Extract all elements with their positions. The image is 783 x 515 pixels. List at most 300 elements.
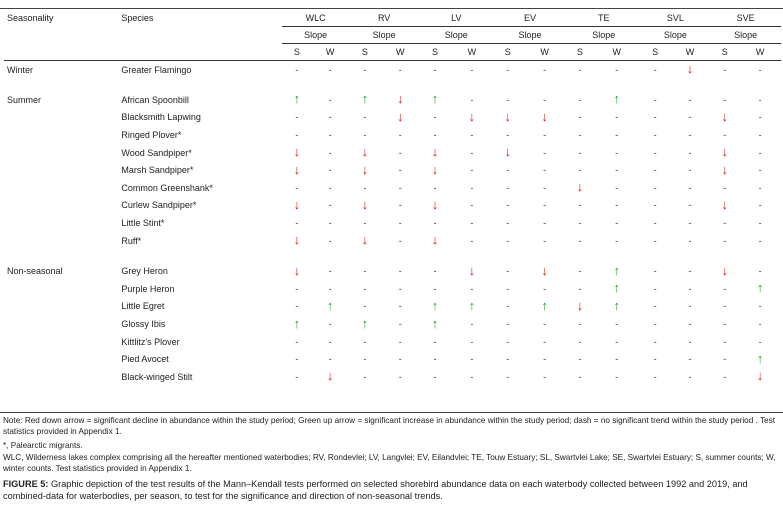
no-trend-dash: - [758, 235, 762, 246]
header-row-waterbody [4, 10, 781, 27]
decrease-arrow-icon: ↓ [756, 368, 764, 384]
increase-arrow-icon: ↑ [326, 297, 334, 313]
no-trend-dash [593, 232, 641, 250]
seasonality-cell [4, 144, 121, 162]
no-trend-dash [710, 91, 739, 109]
no-trend-dash [493, 262, 522, 280]
decrease-arrow-icon: ↓ [686, 61, 694, 77]
increase-arrow-icon [282, 315, 311, 333]
no-trend-dash [311, 197, 348, 215]
no-trend-dash [349, 179, 381, 197]
no-trend-dash [739, 298, 781, 316]
no-trend-dash [593, 333, 641, 351]
no-trend-dash: - [723, 371, 727, 382]
no-trend-dash [593, 197, 641, 215]
decrease-arrow-icon: ↓ [361, 232, 369, 248]
species-cell: Pied Avocet [121, 354, 169, 365]
no-trend-dash: - [615, 165, 619, 176]
no-trend-dash: - [328, 200, 332, 211]
increase-arrow-icon: ↑ [756, 350, 764, 366]
no-trend-dash: - [578, 94, 582, 105]
no-trend-dash [739, 232, 781, 250]
no-trend-dash [710, 333, 739, 351]
no-trend-dash: - [758, 266, 762, 277]
no-trend-dash [593, 214, 641, 232]
no-trend-dash [493, 333, 522, 351]
no-trend-dash [593, 126, 641, 144]
no-trend-dash: - [328, 266, 332, 277]
no-trend-dash [739, 161, 781, 179]
no-trend-dash: - [543, 200, 547, 211]
caption-label: FIGURE 5: [3, 479, 49, 489]
no-trend-dash [381, 368, 419, 386]
decrease-arrow-icon [282, 161, 311, 179]
decrease-arrow-icon [419, 161, 450, 179]
increase-arrow-icon: ↑ [431, 315, 439, 331]
no-trend-dash [311, 109, 348, 127]
decrease-arrow-icon: ↓ [361, 161, 369, 177]
seasonality-cell [4, 214, 121, 232]
winter-header: W [593, 44, 641, 61]
no-trend-dash [593, 368, 641, 386]
no-trend-dash [670, 109, 711, 127]
no-trend-dash: - [615, 130, 619, 141]
no-trend-dash [641, 126, 670, 144]
slope-header: Slope [567, 27, 641, 44]
no-trend-dash: - [758, 165, 762, 176]
no-trend-dash [419, 262, 450, 280]
header-row-slope [4, 27, 781, 44]
no-trend-dash [282, 333, 311, 351]
table-body [4, 61, 781, 386]
seasonality-cell [4, 232, 121, 250]
slope-header: Slope [282, 27, 348, 44]
figure-caption [3, 479, 781, 502]
no-trend-dash [419, 109, 450, 127]
no-trend-dash: - [506, 64, 510, 75]
winter-header: W [739, 44, 781, 61]
no-trend-dash: - [398, 147, 402, 158]
no-trend-dash: - [363, 336, 367, 347]
no-trend-dash: - [578, 319, 582, 330]
no-trend-dash [670, 368, 711, 386]
no-trend-dash [451, 197, 494, 215]
no-trend-dash: - [295, 301, 299, 312]
no-trend-dash: - [615, 200, 619, 211]
no-trend-dash [493, 368, 522, 386]
no-trend-dash [522, 214, 567, 232]
no-trend-dash [522, 350, 567, 368]
no-trend-dash [381, 333, 419, 351]
no-trend-dash: - [723, 130, 727, 141]
no-trend-dash: - [543, 165, 547, 176]
no-trend-dash: - [615, 336, 619, 347]
no-trend-dash [311, 350, 348, 368]
species-cell: African Spoonbill [121, 94, 189, 105]
no-trend-dash [670, 298, 711, 316]
summer-header: S [419, 44, 450, 61]
decrease-arrow-icon [419, 232, 450, 250]
no-trend-dash: - [578, 218, 582, 229]
increase-arrow-icon: ↑ [613, 91, 620, 107]
waterbody-header: EV [524, 13, 537, 23]
decrease-arrow-icon: ↓ [293, 196, 301, 212]
decrease-arrow-icon: ↓ [541, 108, 548, 124]
decrease-arrow-icon [739, 368, 781, 386]
no-trend-dash [593, 109, 641, 127]
no-trend-dash [349, 333, 381, 351]
no-trend-dash [349, 109, 381, 127]
no-trend-dash: - [688, 165, 692, 176]
no-trend-dash [381, 350, 419, 368]
no-trend-dash: - [363, 301, 367, 312]
seasonality-cell [4, 315, 121, 333]
no-trend-dash: - [723, 64, 727, 75]
no-trend-dash [349, 262, 381, 280]
no-trend-dash [593, 61, 641, 79]
no-trend-dash: - [653, 266, 657, 277]
no-trend-dash: - [328, 94, 332, 105]
no-trend-dash [311, 179, 348, 197]
no-trend-dash: - [363, 64, 367, 75]
no-trend-dash [641, 109, 670, 127]
no-trend-dash: - [653, 371, 657, 382]
increase-arrow-icon [419, 315, 450, 333]
no-trend-dash: - [506, 235, 510, 246]
table-row [4, 232, 781, 250]
no-trend-dash [493, 91, 522, 109]
no-trend-dash [493, 350, 522, 368]
summer-header: S [349, 44, 381, 61]
no-trend-dash: - [653, 319, 657, 330]
increase-arrow-icon [419, 298, 450, 316]
no-trend-dash: - [363, 354, 367, 365]
no-trend-dash [311, 315, 348, 333]
increase-arrow-icon [593, 280, 641, 298]
no-trend-dash [641, 179, 670, 197]
bottom-rule [0, 412, 783, 413]
increase-arrow-icon: ↑ [541, 297, 548, 313]
no-trend-dash [739, 214, 781, 232]
species-header: Species [121, 13, 154, 24]
no-trend-dash: - [506, 218, 510, 229]
no-trend-dash [451, 179, 494, 197]
no-trend-dash: - [470, 200, 474, 211]
species-cell: Glossy Ibis [121, 319, 166, 330]
decrease-arrow-icon: ↓ [541, 262, 548, 278]
no-trend-dash [739, 109, 781, 127]
no-trend-dash [641, 214, 670, 232]
no-trend-dash [739, 315, 781, 333]
header-row-sw [4, 44, 781, 61]
no-trend-dash [381, 61, 419, 79]
waterbody-header: SVE [736, 13, 755, 23]
note-palearctic: *, Palearctic migrants. [3, 441, 83, 450]
decrease-arrow-icon: ↓ [431, 196, 439, 212]
no-trend-dash [670, 333, 711, 351]
table-row [4, 61, 781, 79]
no-trend-dash: - [506, 319, 510, 330]
no-trend-dash [282, 368, 311, 386]
no-trend-dash [641, 333, 670, 351]
no-trend-dash [593, 315, 641, 333]
no-trend-dash: - [398, 301, 402, 312]
no-trend-dash [593, 179, 641, 197]
waterbody-header: SVL [666, 13, 684, 23]
decrease-arrow-icon: ↓ [431, 161, 439, 177]
slope-header: Slope [419, 27, 493, 44]
decrease-arrow-icon: ↓ [576, 179, 584, 195]
decrease-arrow-icon: ↓ [576, 297, 584, 313]
no-trend-dash [349, 350, 381, 368]
decrease-arrow-icon [567, 179, 593, 197]
decrease-arrow-icon: ↓ [504, 144, 511, 160]
no-trend-dash [739, 333, 781, 351]
no-trend-dash [522, 232, 567, 250]
no-trend-dash [522, 61, 567, 79]
decrease-arrow-icon [522, 109, 567, 127]
no-trend-dash [381, 214, 419, 232]
no-trend-dash [567, 109, 593, 127]
no-trend-dash: - [653, 336, 657, 347]
slope-header: Slope [349, 27, 420, 44]
no-trend-dash [567, 350, 593, 368]
no-trend-dash: - [758, 336, 762, 347]
no-trend-dash: - [295, 130, 299, 141]
no-trend-dash: - [653, 165, 657, 176]
decrease-arrow-icon [381, 109, 419, 127]
no-trend-dash [282, 350, 311, 368]
no-trend-dash [670, 262, 711, 280]
no-trend-dash [282, 179, 311, 197]
no-trend-dash: - [578, 130, 582, 141]
no-trend-dash: - [363, 371, 367, 382]
no-trend-dash [739, 144, 781, 162]
decrease-arrow-icon [710, 262, 739, 280]
decrease-arrow-icon: ↓ [293, 262, 301, 278]
no-trend-dash [522, 126, 567, 144]
no-trend-dash [710, 315, 739, 333]
no-trend-dash: - [506, 266, 510, 277]
decrease-arrow-icon [282, 232, 311, 250]
no-trend-dash: - [470, 147, 474, 158]
no-trend-dash [311, 126, 348, 144]
no-trend-dash [419, 368, 450, 386]
no-trend-dash: - [688, 301, 692, 312]
no-trend-dash: - [398, 336, 402, 347]
no-trend-dash [451, 280, 494, 298]
no-trend-dash [311, 144, 348, 162]
no-trend-dash: - [398, 200, 402, 211]
no-trend-dash: - [398, 371, 402, 382]
no-trend-dash: - [328, 319, 332, 330]
no-trend-dash [381, 161, 419, 179]
no-trend-dash [381, 179, 419, 197]
no-trend-dash: - [328, 64, 332, 75]
no-trend-dash: - [688, 336, 692, 347]
increase-arrow-icon [282, 91, 311, 109]
summer-header: S [641, 44, 670, 61]
no-trend-dash [522, 197, 567, 215]
no-trend-dash: - [723, 319, 727, 330]
decrease-arrow-icon [311, 368, 348, 386]
no-trend-dash: - [615, 218, 619, 229]
no-trend-dash [493, 61, 522, 79]
no-trend-dash: - [653, 235, 657, 246]
no-trend-dash [567, 197, 593, 215]
no-trend-dash: - [363, 218, 367, 229]
no-trend-dash: - [758, 112, 762, 123]
no-trend-dash: - [295, 218, 299, 229]
decrease-arrow-icon [419, 197, 450, 215]
species-cell: Black-winged Stilt [121, 371, 193, 382]
no-trend-dash [349, 368, 381, 386]
no-trend-dash: - [578, 200, 582, 211]
no-trend-dash [311, 61, 348, 79]
no-trend-dash: - [506, 130, 510, 141]
table-row [4, 315, 781, 333]
decrease-arrow-icon [349, 197, 381, 215]
no-trend-dash [451, 161, 494, 179]
no-trend-dash: - [758, 64, 762, 75]
no-trend-dash [567, 61, 593, 79]
no-trend-dash: - [578, 235, 582, 246]
no-trend-dash [670, 232, 711, 250]
decrease-arrow-icon: ↓ [721, 161, 729, 177]
no-trend-dash [522, 91, 567, 109]
no-trend-dash: - [470, 130, 474, 141]
table-row [4, 126, 781, 144]
increase-arrow-icon: ↑ [613, 280, 620, 296]
increase-arrow-icon [419, 91, 450, 109]
decrease-arrow-icon [282, 262, 311, 280]
no-trend-dash: - [363, 182, 367, 193]
no-trend-dash: - [653, 64, 657, 75]
species-cell: Marsh Sandpiper* [121, 165, 194, 176]
species-cell: Ringed Plover* [121, 130, 182, 141]
no-trend-dash: - [615, 64, 619, 75]
no-trend-dash: - [653, 147, 657, 158]
no-trend-dash: - [653, 200, 657, 211]
no-trend-dash: - [363, 283, 367, 294]
no-trend-dash: - [295, 354, 299, 365]
no-trend-dash: - [758, 218, 762, 229]
no-trend-dash [282, 214, 311, 232]
group-spacer [4, 78, 781, 91]
no-trend-dash [493, 161, 522, 179]
no-trend-dash: - [363, 130, 367, 141]
table-row [4, 214, 781, 232]
increase-arrow-icon [349, 315, 381, 333]
no-trend-dash [451, 144, 494, 162]
waterbody-header: LV [451, 13, 462, 23]
no-trend-dash [419, 350, 450, 368]
winter-header: W [311, 44, 348, 61]
no-trend-dash [670, 315, 711, 333]
seasonality-cell [4, 280, 121, 298]
no-trend-dash: - [470, 218, 474, 229]
no-trend-dash: - [723, 235, 727, 246]
no-trend-dash [739, 126, 781, 144]
winter-header: W [451, 44, 494, 61]
no-trend-dash [710, 280, 739, 298]
no-trend-dash: - [578, 266, 582, 277]
no-trend-dash: - [578, 354, 582, 365]
no-trend-dash [739, 61, 781, 79]
no-trend-dash: - [615, 182, 619, 193]
decrease-arrow-icon [670, 61, 711, 79]
no-trend-dash: - [433, 266, 437, 277]
species-cell: Curlew Sandpiper* [121, 200, 197, 211]
no-trend-dash: - [398, 354, 402, 365]
no-trend-dash: - [328, 165, 332, 176]
no-trend-dash: - [470, 165, 474, 176]
decrease-arrow-icon: ↓ [361, 144, 369, 160]
no-trend-dash: - [543, 147, 547, 158]
no-trend-dash: - [688, 319, 692, 330]
no-trend-dash [670, 350, 711, 368]
no-trend-dash [641, 350, 670, 368]
decrease-arrow-icon [381, 91, 419, 109]
decrease-arrow-icon [419, 144, 450, 162]
no-trend-dash: - [398, 130, 402, 141]
increase-arrow-icon: ↑ [293, 91, 301, 107]
table-row [4, 368, 781, 386]
decrease-arrow-icon [710, 161, 739, 179]
no-trend-dash: - [328, 336, 332, 347]
no-trend-dash [567, 91, 593, 109]
no-trend-dash [282, 61, 311, 79]
decrease-arrow-icon: ↓ [361, 196, 369, 212]
no-trend-dash [641, 91, 670, 109]
no-trend-dash [282, 280, 311, 298]
no-trend-dash [739, 91, 781, 109]
no-trend-dash: - [543, 336, 547, 347]
no-trend-dash [451, 333, 494, 351]
increase-arrow-icon [349, 91, 381, 109]
no-trend-dash [493, 280, 522, 298]
no-trend-dash: - [653, 94, 657, 105]
decrease-arrow-icon [710, 197, 739, 215]
no-trend-dash [311, 280, 348, 298]
no-trend-dash [670, 280, 711, 298]
no-trend-dash: - [328, 283, 332, 294]
no-trend-dash: - [723, 218, 727, 229]
no-trend-dash: - [433, 130, 437, 141]
seasonality-cell [4, 161, 121, 179]
no-trend-dash [567, 126, 593, 144]
no-trend-dash [381, 315, 419, 333]
no-trend-dash: - [615, 354, 619, 365]
no-trend-dash: - [470, 283, 474, 294]
no-trend-dash: - [578, 283, 582, 294]
no-trend-dash [381, 126, 419, 144]
no-trend-dash [641, 368, 670, 386]
no-trend-dash [451, 350, 494, 368]
no-trend-dash [567, 333, 593, 351]
slope-header: Slope [641, 27, 711, 44]
seasonality-cell: Winter [7, 64, 34, 75]
no-trend-dash: - [543, 130, 547, 141]
no-trend-dash [567, 315, 593, 333]
no-trend-dash: - [470, 371, 474, 382]
no-trend-dash: - [758, 319, 762, 330]
no-trend-dash [311, 161, 348, 179]
no-trend-dash [670, 179, 711, 197]
no-trend-dash: - [433, 218, 437, 229]
decrease-arrow-icon [567, 298, 593, 316]
no-trend-dash: - [578, 336, 582, 347]
